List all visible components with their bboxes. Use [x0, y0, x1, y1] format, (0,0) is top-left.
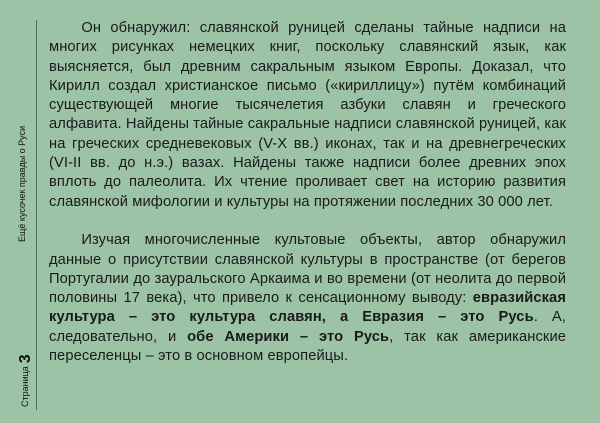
paragraph-2: [49, 231, 566, 366]
margin-rule: [36, 20, 37, 410]
paragraph-2-outro: , так как американские переселенцы – это в основном европейцы.: [49, 328, 567, 365]
page-prefix: Страница: [20, 366, 30, 407]
main-text: [49, 19, 566, 366]
page-number-label: [18, 354, 34, 407]
book-title: Ещё кусочек правды о Руси: [17, 125, 27, 242]
paragraph-2-bold-1: евразийская культура – это культура славян, а Евразия – это Русь: [49, 290, 566, 326]
paragraph-1: Он обнаружил: славянской руницей сделаны тайные надписи на многих рисунках немецких книг, поскольку славянский язык, как выясняется, был древним сакральным языком Европы. Доказал, что Кирилл создал христианское письмо («кириллицу») путём комбинаций существующей многие тысячелетия азбуки славян и греческого алфавита. Найдены тайные сакральные надписи славянской руницей, как на греческих средневековых (V-X вв.) иконах, так и на древнегреческих (VI-II вв. до н.э.) вазах. Найдены также надписи более древних эпох вплоть до палеолита. Их чтение проливает свет на историю развития славянской мифологии и культуры на протяжении последних 30 000 лет.: [49, 20, 566, 210]
page-number: 3: [17, 354, 34, 364]
paragraph-2-intro: Изучая многочисленные культовые объекты, автор обнаружил данные о присутствии славянской культуры в пространстве (от берегов Португалии до зауральского Аркаима и во времени (от неолита до первой половины 17 века), что привело к сенсационному выводу:: [49, 232, 566, 307]
paragraph-2-bold-2: обе Америки – это Русь: [187, 328, 390, 345]
paragraph-2-middle: . А, следовательно, и: [49, 309, 566, 345]
